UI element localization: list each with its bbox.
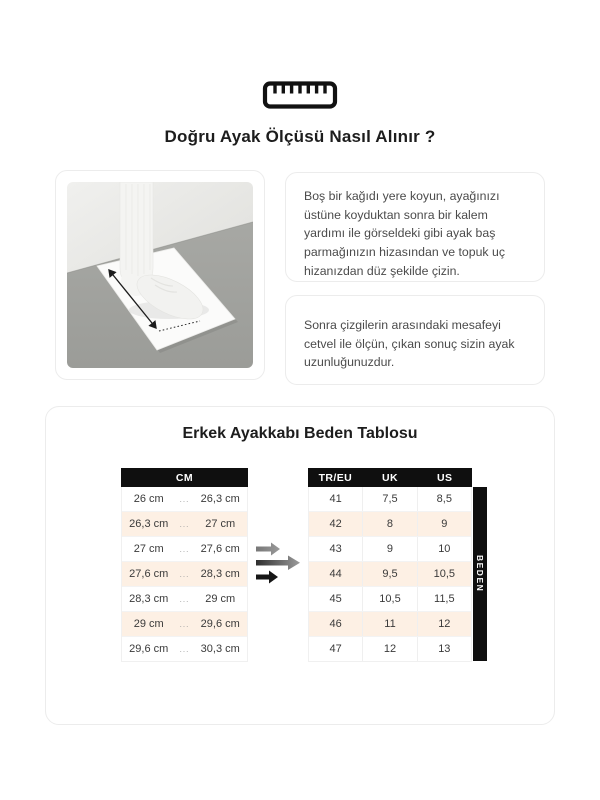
tr-eu-value: 41 (309, 487, 363, 511)
size-conversion-table (308, 468, 472, 662)
cm-table-body (121, 487, 248, 662)
cm-table-row (122, 537, 247, 562)
uk-value: 8 (363, 512, 417, 536)
us-value: 8,5 (436, 493, 452, 505)
size-table-row (309, 487, 471, 512)
range-separator: ... (179, 544, 190, 554)
uk-value: 7,5 (363, 487, 417, 511)
cm-table-row (122, 612, 247, 637)
cm-from-value: 27,6 cm (129, 568, 169, 580)
tr-eu-value: 45 (309, 587, 363, 611)
instruction-card-2 (285, 295, 545, 385)
cm-to-value: 27 cm (205, 518, 236, 530)
us-value: 12 (438, 618, 451, 630)
instruction-step-1: Boş bir kağıdı yere koyun, ayağınızı üstüne koyduktan sonra bir kalem yardımı ile görseldeki gibi ayak baş parmağınızın hizasından ve topuk uç hizanızdan düz şekilde çizin. (304, 189, 505, 278)
us-value: 11,5 (434, 593, 455, 605)
tr-eu-value: 44 (309, 562, 363, 586)
conversion-arrows-icon (256, 538, 304, 588)
cm-table-row (122, 562, 247, 587)
size-table-card (45, 406, 555, 725)
range-separator: ... (179, 519, 190, 529)
cm-from-value: 29,6 cm (129, 643, 169, 655)
range-separator: ... (179, 494, 190, 504)
cm-to-value: 29 cm (205, 593, 236, 605)
tr-eu-value: 47 (309, 637, 363, 661)
us-value: 10 (438, 543, 451, 555)
size-column-header: UK (382, 471, 398, 484)
us-value: 10,5 (433, 568, 456, 580)
range-separator: ... (179, 594, 190, 604)
cm-to-value: 26,3 cm (200, 493, 240, 505)
instruction-card-1 (285, 172, 545, 282)
tr-eu-value: 46 (309, 612, 363, 636)
size-table-row (309, 562, 471, 587)
size-table-header-row (308, 468, 472, 487)
size-table-row (309, 637, 471, 661)
range-separator: ... (179, 619, 190, 629)
foot-photo-card (55, 170, 265, 380)
cm-table-header: CM (121, 468, 248, 487)
cm-to-value: 30,3 cm (200, 643, 240, 655)
beden-vertical-label (473, 487, 487, 661)
cm-table-row (122, 487, 247, 512)
size-table-row (309, 512, 471, 537)
size-section-title: Erkek Ayakkabı Beden Tablosu (182, 425, 418, 442)
cm-from-value: 29 cm (133, 618, 164, 630)
us-value: 13 (438, 643, 451, 655)
size-table-body (308, 487, 472, 662)
uk-value: 12 (363, 637, 417, 661)
cm-table-row (122, 587, 247, 612)
cm-table (121, 468, 248, 662)
size-table-row (309, 612, 471, 637)
ruler-icon (0, 80, 600, 115)
cm-to-value: 28,3 cm (200, 568, 240, 580)
beden-label-text: BEDEN (475, 555, 485, 593)
cm-from-value: 27 cm (133, 543, 164, 555)
size-table-row (309, 537, 471, 562)
cm-table-row (122, 512, 247, 537)
cm-to-value: 27,6 cm (200, 543, 240, 555)
uk-value: 9,5 (363, 562, 417, 586)
tr-eu-value: 43 (309, 537, 363, 561)
us-value: 9 (441, 518, 448, 530)
cm-table-row (122, 637, 247, 661)
foot-measurement-photo (67, 182, 253, 368)
page-title: Doğru Ayak Ölçüsü Nasıl Alınır ? (164, 127, 436, 146)
uk-value: 11 (363, 612, 417, 636)
size-table-row (309, 587, 471, 612)
range-separator: ... (179, 569, 190, 579)
cm-to-value: 29,6 cm (200, 618, 240, 630)
cm-from-value: 26 cm (133, 493, 164, 505)
instruction-step-2: Sonra çizgilerin arasındaki mesafeyi cetvel ile ölçün, çıkan sonuç sizin ayak uzunluğunuzdur. (304, 318, 515, 370)
cm-from-value: 26,3 cm (129, 518, 169, 530)
size-column-header: US (436, 471, 453, 484)
cm-from-value: 28,3 cm (129, 593, 169, 605)
uk-value: 10,5 (363, 587, 417, 611)
range-separator: ... (179, 644, 190, 654)
tr-eu-value: 42 (309, 512, 363, 536)
size-column-header: TR/EU (318, 471, 353, 484)
uk-value: 9 (363, 537, 417, 561)
